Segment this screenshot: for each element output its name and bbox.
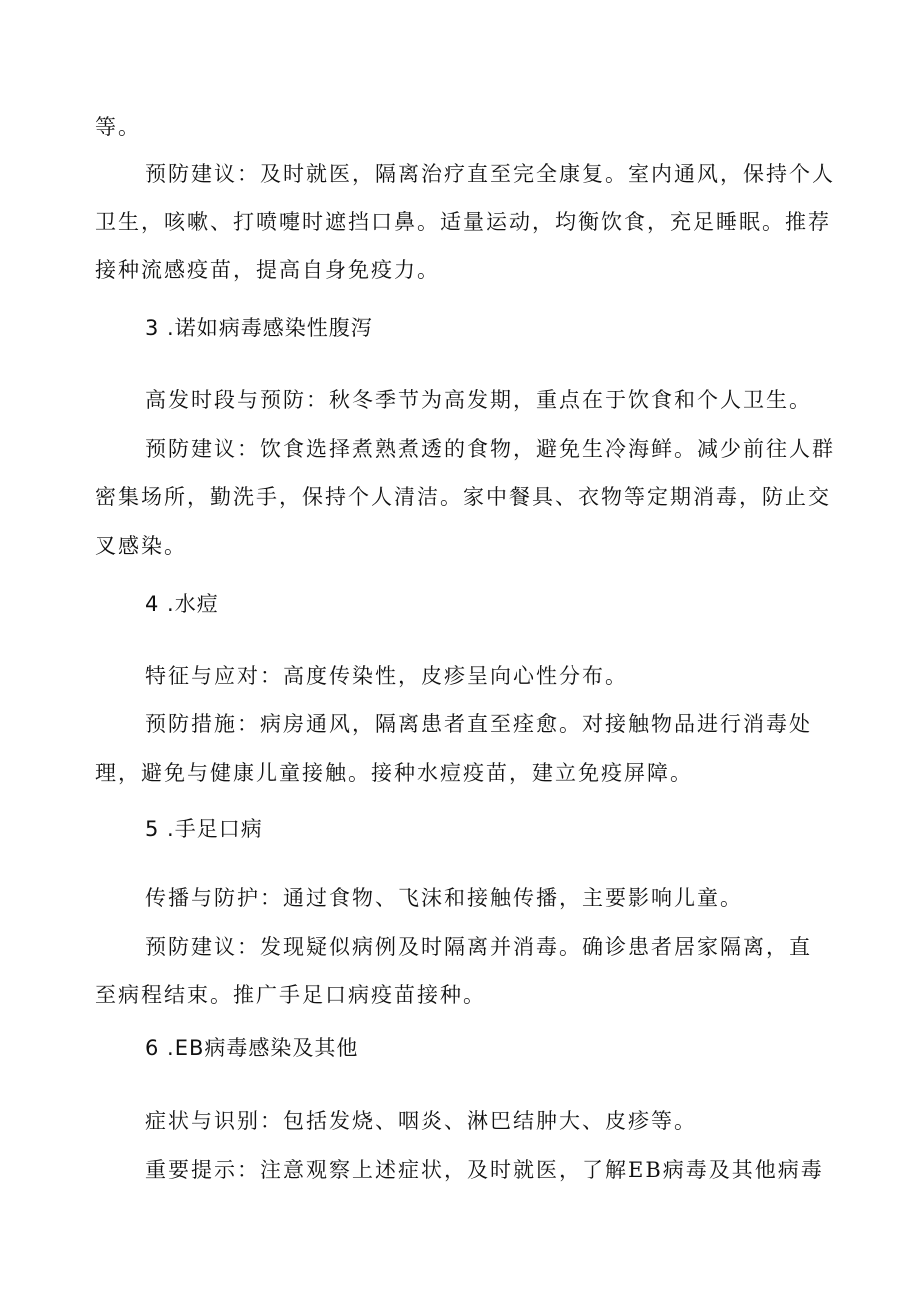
text-line-continuation: 等。 xyxy=(95,115,141,139)
paragraph-norovirus-advice: 预防建议：饮食选择煮熟煮透的食物，避免生冷海鲜。减少前往人群 xyxy=(145,437,835,461)
paragraph-prevention-advice: 预防建议：及时就医，隔离治疗直至完全康复。室内通风，保持个人 xyxy=(145,162,835,186)
section-heading-norovirus: 3 .诺如病毒感染性腹泻 xyxy=(145,316,373,340)
paragraph-eb-symptoms: 症状与识别：包括发烧、咽炎、淋巴结肿大、皮疹等。 xyxy=(145,1109,697,1133)
paragraph-prevention-advice-line-3: 接种流感疫苗，提高自身免疫力。 xyxy=(95,258,440,282)
section-heading-eb-virus: 6 .EB病毒感染及其他 xyxy=(145,1036,359,1060)
paragraph-hfmd-advice: 预防建议：发现疑似病例及时隔离并消毒。确诊患者居家隔离，直 xyxy=(145,935,812,959)
paragraph-prevention-advice-line-2: 卫生，咳嗽、打喷嚏时遮挡口鼻。适量运动，均衡饮食，充足睡眠。推荐 xyxy=(95,210,831,234)
paragraph-hfmd-advice-line-2: 至病程结束。推广手足口病疫苗接种。 xyxy=(95,983,486,1007)
paragraph-chickenpox-features: 特征与应对：高度传染性，皮疹呈向心性分布。 xyxy=(145,664,628,688)
paragraph-chickenpox-measures: 预防措施：病房通风，隔离患者直至痊愈。对接触物品进行消毒处 xyxy=(145,712,812,736)
paragraph-hfmd-transmission: 传播与防护：通过食物、飞沫和接触传播，主要影响儿童。 xyxy=(145,886,743,910)
paragraph-chickenpox-measures-line-2: 理，避免与健康儿童接触。接种水痘疫苗，建立免疫屏障。 xyxy=(95,761,693,785)
paragraph-eb-notice: 重要提示：注意观察上述症状，及时就医，了解EB病毒及其他病毒 xyxy=(145,1158,824,1182)
paragraph-norovirus-season: 高发时段与预防：秋冬季节为高发期，重点在于饮食和个人卫生。 xyxy=(145,388,812,412)
section-heading-chickenpox: 4 .水痘 xyxy=(145,592,219,616)
section-heading-hand-foot-mouth: 5 .手足口病 xyxy=(145,817,263,841)
paragraph-norovirus-advice-line-3: 叉感染。 xyxy=(95,534,187,558)
paragraph-norovirus-advice-line-2: 密集场所，勤洗手，保持个人清洁。家中餐具、衣物等定期消毒，防止交 xyxy=(95,485,831,509)
